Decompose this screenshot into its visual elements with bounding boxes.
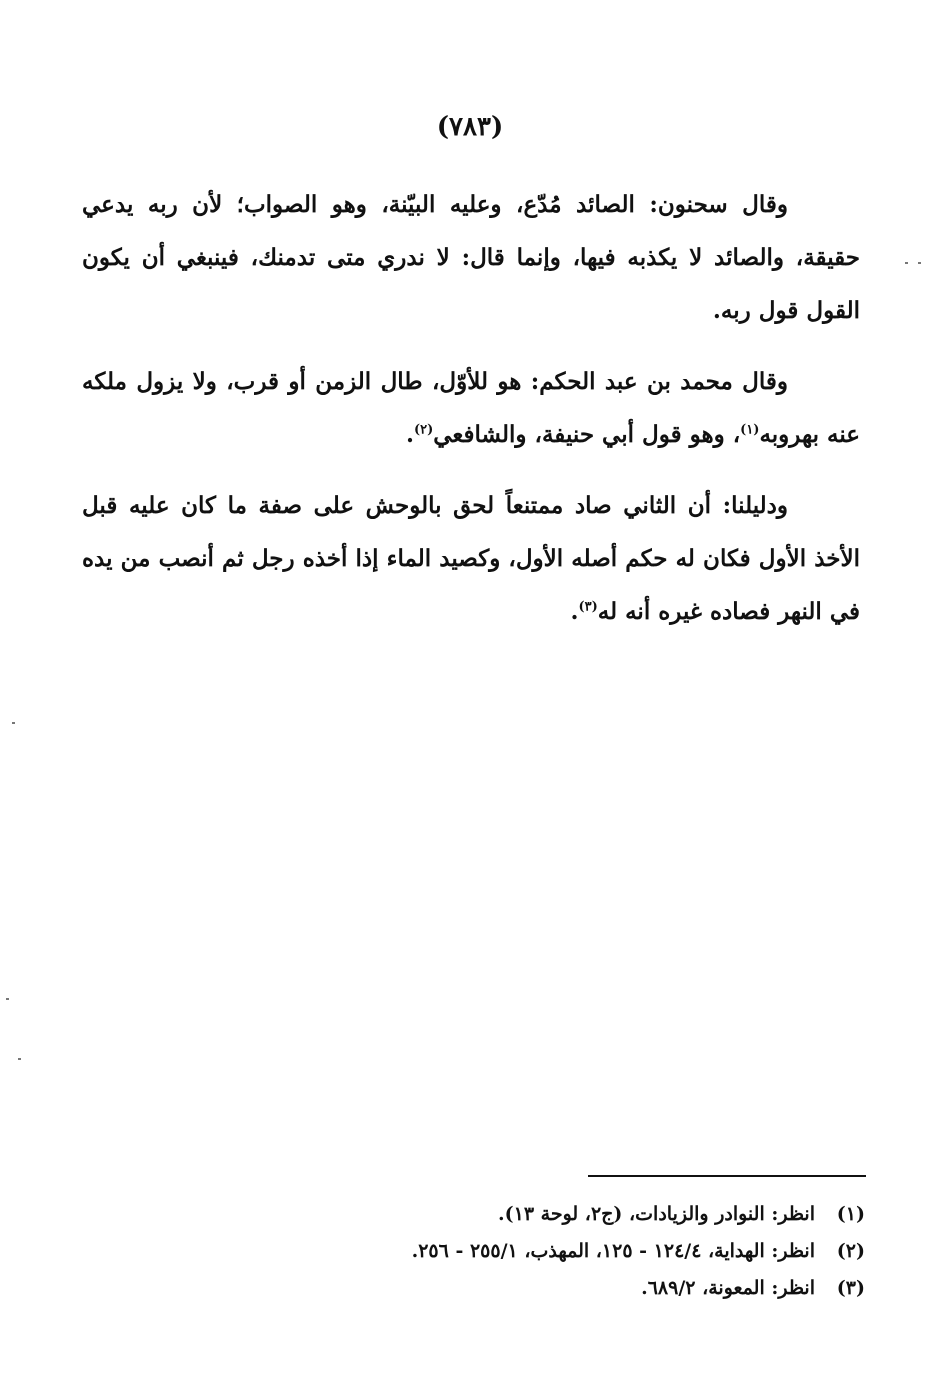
paragraph-3-text-after: . — [570, 598, 579, 625]
scan-speck — [12, 722, 15, 724]
footnotes — [200, 1196, 865, 1307]
footnote-ref-2: (٢) — [413, 422, 434, 438]
footnote-ref-1: (١) — [740, 422, 760, 438]
footnote-text: انظر: النوادر والزيادات، (ج٢، لوحة ١٣). — [498, 1203, 815, 1225]
footnote-number: (١) — [836, 1203, 865, 1225]
paragraph-2 — [82, 355, 860, 461]
scan-speck — [905, 262, 908, 264]
footnote-number: (٣) — [836, 1277, 865, 1299]
paragraph-3-text-before: ودليلنا: أن الثاني صاد ممتنعاً لحق بالوحش على صفة ما كان عليه قبل الأخذ الأول فكان له حكم أصله الأول، وكصيد الماء إذا أخذه رجل ثم أنصب من يده في النهر فصاده غيره أنه له — [82, 492, 860, 625]
paragraph-2-text-middle: ، وهو قول أبي حنيفة، والشافعي — [433, 421, 741, 448]
scan-speck — [918, 262, 921, 264]
paragraph-2-text-after: . — [405, 421, 414, 448]
footnote-separator — [588, 1175, 866, 1177]
footnote-2 — [200, 1233, 865, 1270]
paragraph-1 — [82, 178, 860, 337]
footnote-1 — [200, 1196, 865, 1233]
paragraph-3 — [82, 479, 860, 638]
footnote-number: (٢) — [836, 1240, 865, 1262]
paragraph-2-text-before: وقال محمد بن عبد الحكم: هو للأوّل، طال الزمن أو قرب، ولا يزول ملكه عنه بهروبه — [82, 368, 860, 448]
footnote-text: انظر: الهداية، ١٢٤/٤ - ١٢٥، المهذب، ٢٥٥/١ - ٢٥٦. — [411, 1240, 815, 1262]
paragraph-1-text: وقال سحنون: الصائد مُدّع، وعليه البيّنة، وهو الصواب؛ لأن ربه يدعي حقيقة، والصائد لا يكذبه فيها، وإنما قال: لا ندري متى تدمنك، فينبغي أن يكون القول قول ربه. — [82, 191, 860, 324]
scan-speck — [6, 998, 9, 1000]
footnote-3 — [200, 1270, 865, 1307]
scan-speck — [18, 1058, 21, 1060]
footnote-text: انظر: المعونة، ٦٨٩/٢. — [641, 1277, 815, 1299]
footnote-ref-3: (٣) — [578, 599, 598, 615]
page-number: (٧٨٣) — [436, 112, 504, 142]
main-text — [82, 178, 860, 656]
